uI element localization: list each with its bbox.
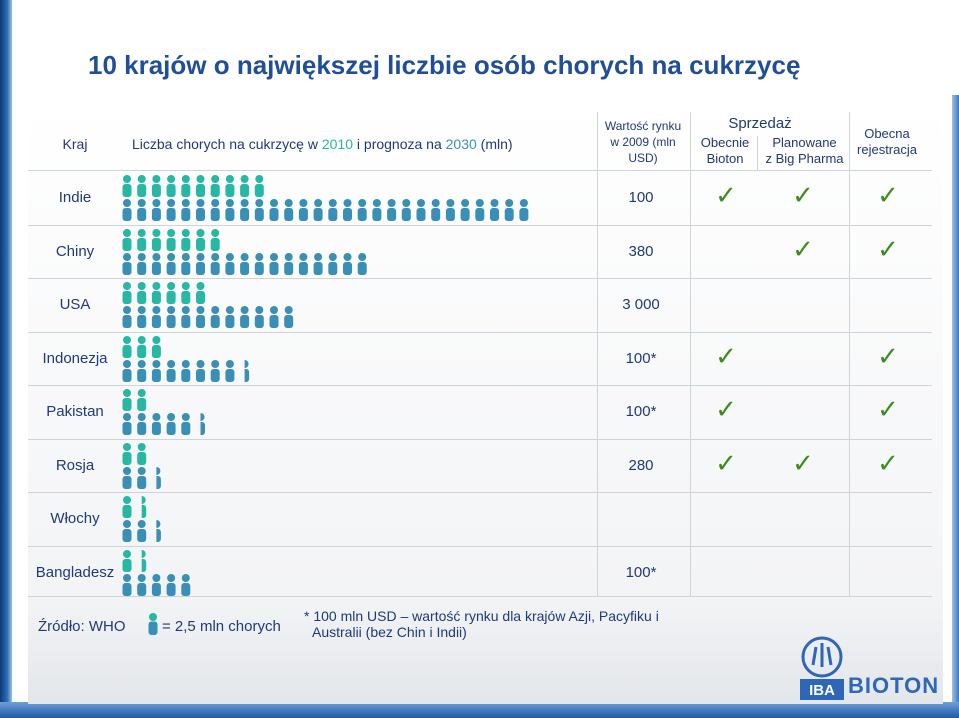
check-icon: ✓ bbox=[715, 341, 737, 372]
header-registration-line: Obecna bbox=[864, 126, 910, 141]
person-icon bbox=[240, 253, 249, 275]
person-icon bbox=[181, 199, 190, 221]
header-market-value-line: Wartość rynku bbox=[604, 119, 682, 133]
person-icon bbox=[137, 496, 146, 518]
check-icon: ✓ bbox=[877, 181, 899, 211]
check-icon: ✓ bbox=[792, 448, 814, 479]
right-frame-bar bbox=[952, 95, 959, 718]
person-icon bbox=[137, 574, 146, 596]
country-name: Pakistan bbox=[46, 403, 104, 420]
person-icon bbox=[123, 253, 132, 275]
pictogram-Pakistan bbox=[0, 386, 480, 438]
person-icon bbox=[181, 306, 190, 328]
person-icon bbox=[490, 199, 499, 221]
country-name: Chiny bbox=[55, 242, 95, 260]
iba-emblem-icon bbox=[799, 635, 845, 701]
country-name: USA bbox=[59, 296, 91, 313]
header-chart bbox=[132, 136, 513, 152]
person-icon bbox=[152, 253, 161, 275]
person-icon bbox=[123, 413, 132, 435]
header-planned-pharma-line: z Big Pharma bbox=[765, 151, 844, 166]
country-name: Indie bbox=[58, 189, 92, 206]
person-icon bbox=[211, 360, 220, 382]
person-icon bbox=[152, 306, 161, 328]
check-icon: ✓ bbox=[715, 395, 737, 425]
check-icon: ✓ bbox=[877, 448, 899, 479]
person-icon bbox=[137, 175, 146, 197]
person-icon bbox=[137, 443, 146, 465]
person-icon bbox=[152, 229, 161, 251]
person-icon bbox=[152, 175, 161, 197]
header-year-2010: 2010 bbox=[321, 136, 354, 152]
market-value: 280 bbox=[628, 456, 654, 474]
person-icon bbox=[299, 253, 308, 275]
person-icon bbox=[314, 199, 323, 221]
person-icon bbox=[225, 175, 234, 197]
person-icon bbox=[211, 253, 220, 275]
person-icon bbox=[123, 175, 132, 197]
market-value: 100* bbox=[625, 563, 657, 581]
person-icon bbox=[123, 229, 132, 251]
slide-title: 10 krajów o największej liczbie osób chorych na cukrzycę bbox=[88, 50, 801, 80]
person-icon bbox=[358, 199, 367, 221]
check-icon: ✓ bbox=[877, 234, 899, 265]
person-icon bbox=[167, 253, 176, 275]
person-icon bbox=[181, 574, 190, 596]
person-icon bbox=[181, 282, 190, 304]
person-icon bbox=[181, 413, 190, 435]
legend-unit-label: = 2,5 mln chorych bbox=[162, 618, 281, 635]
person-icon bbox=[358, 253, 367, 275]
market-value: 380 bbox=[628, 242, 654, 260]
header-current-bioton bbox=[695, 135, 755, 167]
person-icon bbox=[387, 199, 396, 221]
pictogram-Włochy bbox=[0, 493, 480, 545]
person-icon bbox=[152, 282, 161, 304]
person-icon bbox=[167, 360, 176, 382]
header-registration-line: rejestracja bbox=[857, 142, 917, 157]
person-icon bbox=[372, 199, 381, 221]
pictogram-Bangladesz bbox=[0, 547, 480, 599]
person-icon bbox=[417, 199, 426, 221]
pictogram-Indie bbox=[0, 172, 480, 224]
person-icon bbox=[240, 175, 249, 197]
pictogram-USA bbox=[0, 279, 480, 331]
person-icon bbox=[123, 306, 132, 328]
person-icon bbox=[196, 175, 205, 197]
person-icon bbox=[137, 389, 146, 411]
person-icon bbox=[123, 574, 132, 596]
header-market-value-line: w 2009 (mln bbox=[610, 135, 676, 149]
column-divider bbox=[849, 112, 850, 596]
person-icon bbox=[196, 253, 205, 275]
pictogram-Rosja bbox=[0, 440, 480, 492]
column-divider bbox=[597, 112, 598, 596]
person-icon bbox=[505, 199, 514, 221]
person-icon bbox=[255, 253, 264, 275]
pictogram-Indonezja bbox=[0, 333, 480, 385]
person-icon bbox=[196, 413, 205, 435]
header-chart-suffix: (mln) bbox=[476, 136, 513, 152]
person-icon bbox=[123, 550, 132, 572]
person-icon bbox=[137, 413, 146, 435]
person-icon bbox=[167, 175, 176, 197]
person-icon bbox=[431, 199, 440, 221]
header-current-bioton-line: Obecnie bbox=[700, 135, 750, 150]
person-icon bbox=[255, 306, 264, 328]
person-icon bbox=[181, 175, 190, 197]
person-icon bbox=[181, 253, 190, 275]
source-label: Źródło: WHO bbox=[38, 618, 126, 635]
person-icon bbox=[328, 199, 337, 221]
person-icon bbox=[167, 199, 176, 221]
person-icon bbox=[196, 282, 205, 304]
person-icon bbox=[152, 520, 161, 542]
pictogram-Chiny bbox=[0, 226, 480, 278]
person-icon bbox=[284, 306, 293, 328]
person-icon bbox=[148, 613, 158, 635]
person-icon bbox=[152, 413, 161, 435]
person-icon bbox=[225, 253, 234, 275]
person-icon bbox=[123, 282, 132, 304]
person-icon bbox=[211, 229, 220, 251]
person-icon bbox=[519, 199, 528, 221]
person-icon bbox=[137, 360, 146, 382]
header-chart-prefix: Liczba chorych na cukrzycę w bbox=[132, 136, 322, 152]
column-divider bbox=[757, 136, 758, 170]
column-divider bbox=[690, 112, 691, 596]
person-icon bbox=[225, 360, 234, 382]
person-icon bbox=[299, 199, 308, 221]
person-icon bbox=[196, 229, 205, 251]
person-icon bbox=[446, 199, 455, 221]
person-icon bbox=[123, 389, 132, 411]
header-year-2030: 2030 bbox=[445, 136, 477, 152]
person-icon bbox=[196, 199, 205, 221]
check-icon: ✓ bbox=[715, 448, 737, 479]
person-icon bbox=[475, 199, 484, 221]
footnote-line-1: * 100 mln USD – wartość rynku dla krajów Azji, Pacyfiku i bbox=[304, 608, 659, 624]
header-market-value bbox=[598, 118, 688, 166]
header-divider bbox=[28, 170, 932, 171]
person-icon bbox=[123, 336, 132, 358]
person-icon bbox=[255, 175, 264, 197]
person-icon bbox=[343, 253, 352, 275]
person-icon bbox=[137, 282, 146, 304]
person-icon bbox=[402, 199, 411, 221]
person-icon bbox=[152, 336, 161, 358]
person-icon bbox=[240, 199, 249, 221]
iba-logo bbox=[799, 635, 845, 701]
country-name: Włochy bbox=[50, 510, 100, 527]
check-icon: ✓ bbox=[877, 341, 899, 372]
person-icon bbox=[137, 550, 146, 572]
person-icon bbox=[270, 253, 279, 275]
market-value: 100 bbox=[628, 189, 654, 206]
header-current-bioton-line: Bioton bbox=[706, 151, 744, 166]
header-chart-mid: i prognoza na bbox=[353, 136, 446, 152]
person-icon bbox=[137, 336, 146, 358]
check-icon: ✓ bbox=[792, 181, 814, 211]
bottom-frame-bar bbox=[0, 702, 959, 718]
person-icon bbox=[152, 199, 161, 221]
country-name: Bangladesz bbox=[35, 563, 115, 581]
person-icon bbox=[270, 306, 279, 328]
person-icon bbox=[123, 443, 132, 465]
person-icon bbox=[343, 199, 352, 221]
market-value: 3 000 bbox=[622, 296, 660, 313]
person-icon bbox=[284, 199, 293, 221]
footnote-line-2: Australii (bez Chin i Indii) bbox=[312, 624, 467, 640]
person-icon bbox=[137, 467, 146, 489]
country-name: Rosja bbox=[55, 456, 95, 474]
header-planned-pharma bbox=[762, 135, 847, 167]
legend-person-icon bbox=[148, 613, 158, 635]
person-icon bbox=[123, 467, 132, 489]
person-icon bbox=[211, 306, 220, 328]
person-icon bbox=[137, 199, 146, 221]
person-icon bbox=[211, 175, 220, 197]
person-icon bbox=[137, 229, 146, 251]
person-icon bbox=[225, 199, 234, 221]
header-country: Kraj bbox=[62, 136, 88, 152]
market-value: 100* bbox=[625, 349, 657, 367]
person-icon bbox=[196, 360, 205, 382]
person-icon bbox=[181, 229, 190, 251]
person-icon bbox=[270, 199, 279, 221]
header-planned-pharma-line: Planowane bbox=[772, 135, 837, 150]
person-icon bbox=[123, 360, 132, 382]
check-icon: ✓ bbox=[715, 181, 737, 211]
logo-left-text: IBA bbox=[809, 682, 835, 699]
header-registration bbox=[852, 126, 922, 158]
person-icon bbox=[167, 282, 176, 304]
person-icon bbox=[240, 360, 249, 382]
market-value: 100* bbox=[625, 403, 657, 420]
person-icon bbox=[211, 199, 220, 221]
person-icon bbox=[225, 306, 234, 328]
person-icon bbox=[284, 253, 293, 275]
header-sales: Sprzedaż bbox=[728, 115, 792, 132]
person-icon bbox=[181, 360, 190, 382]
person-icon bbox=[255, 199, 264, 221]
person-icon bbox=[167, 306, 176, 328]
person-icon bbox=[123, 496, 132, 518]
person-icon bbox=[167, 574, 176, 596]
person-icon bbox=[461, 199, 470, 221]
person-icon bbox=[123, 199, 132, 221]
person-icon bbox=[167, 413, 176, 435]
bioton-logo-text: BIOTON bbox=[848, 673, 940, 698]
person-icon bbox=[152, 467, 161, 489]
check-icon: ✓ bbox=[792, 234, 814, 265]
person-icon bbox=[123, 520, 132, 542]
country-name: Indonezja bbox=[42, 349, 108, 367]
person-icon bbox=[240, 306, 249, 328]
person-icon bbox=[137, 306, 146, 328]
person-icon bbox=[328, 253, 337, 275]
person-icon bbox=[167, 229, 176, 251]
person-icon bbox=[314, 253, 323, 275]
person-icon bbox=[152, 360, 161, 382]
person-icon bbox=[196, 306, 205, 328]
person-icon bbox=[152, 574, 161, 596]
person-icon bbox=[137, 520, 146, 542]
check-icon: ✓ bbox=[877, 395, 899, 425]
person-icon bbox=[137, 253, 146, 275]
header-market-value-line: USD) bbox=[628, 151, 658, 165]
